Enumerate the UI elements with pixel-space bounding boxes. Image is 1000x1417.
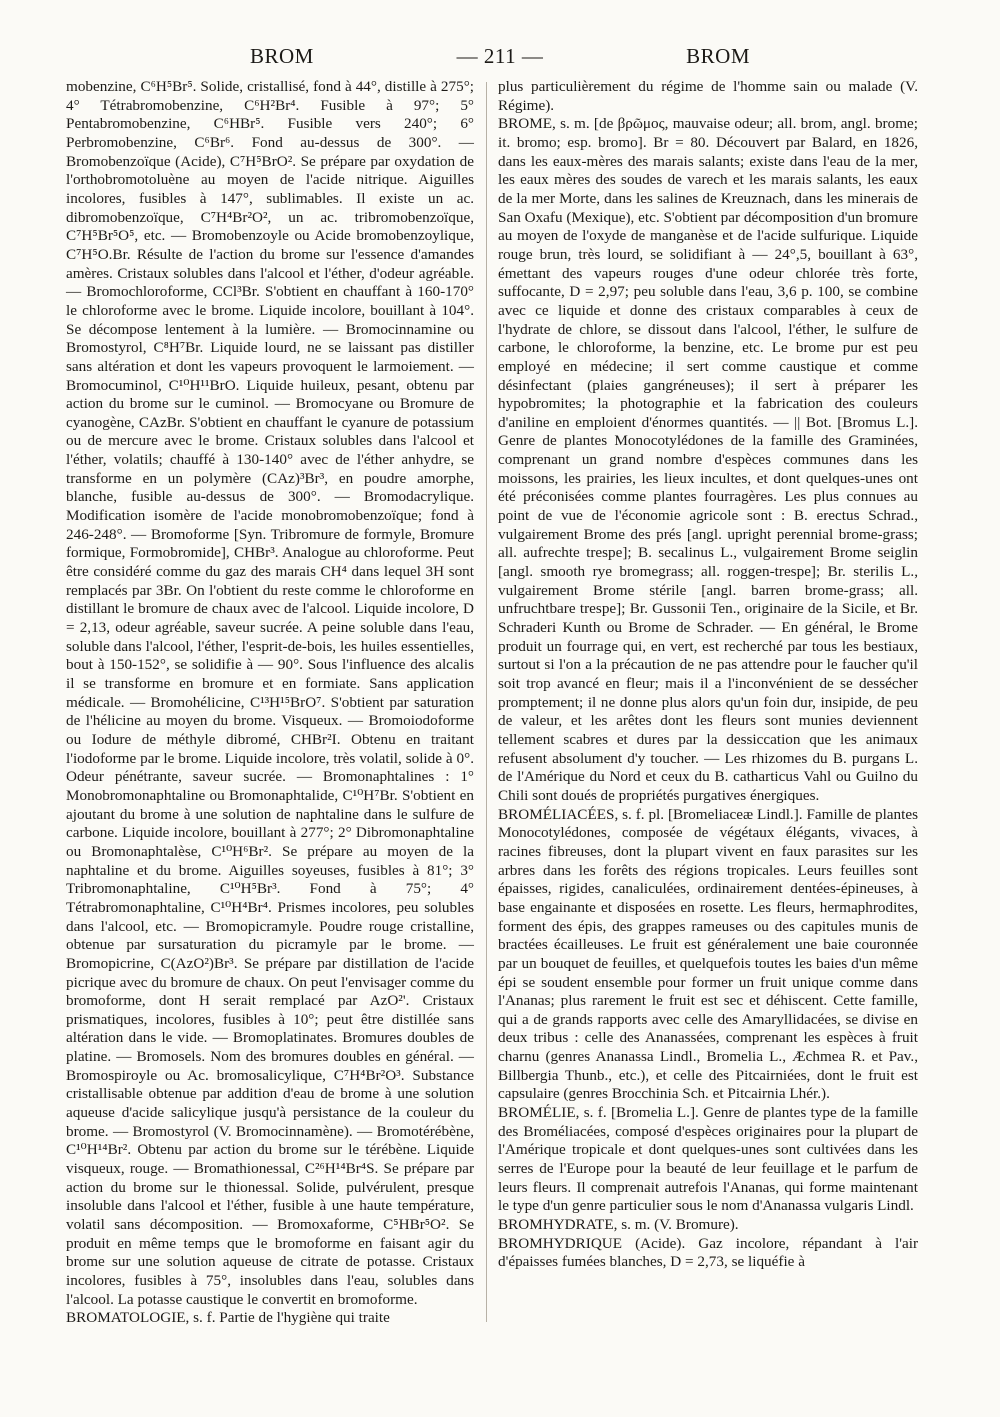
right-column bbox=[498, 78, 918, 1272]
running-header bbox=[64, 44, 936, 74]
entry-brome: BROME, s. m. [de βρῶμος, mauvaise odeur; all. brom, angl. brome; it. bromo; esp. bromo]. Br = 80. Découvert par Balard, en 1826, dans les eaux-mères des marais salants; existe dans l'eau de la mer, les eaux mères des soudes de varech et les marais salants, les eaux de la mer Morte, dans les salines de Kreuznach, dans les minerais de San Oxafu (Mexique), etc. S'obtient par décomposition d'un bromure au moyen de l'oxyde de manganèse et de l'acide sulfurique. Liquide rouge brun, très lourd, se solidifiant à — 24°,5, bouillant à 63°, émettant des vapeurs rouges d'une odeur chlorée très forte, suffocante, D = 2,97; peu soluble dans l'eau, 3,6 p. 100, se combine avec ce liquide et donne des cristaux comparables à ceux de l'hydrate de chlore, se dissout dans l'alcool, l'éther, le sulfure de carbone, le chloroforme, la benzine, etc. Le brome pur est peu employé en médecine; il sert comme caustique et comme désinfectant (plaies gangréneuses); il sert à préparer les hypobromites; la photographie et la fabrication des couleurs d'aniline en emploient d'énormes quantités. — || Bot. [Bromus L.]. Genre de plantes Monocotylédones de la famille des Graminées, comprenant un grand nombre d'espèces communes dans les moissons, les prairies, les lieux incultes, et dont quelques-unes ont été préconisées comme plantes fourragères. Les plus connues au point de vue de l'économie agricole sont : B. erectus Schrad., vulgairement Brome des prés [angl. upright perennial brome-grass; all. aufrechte trespe]; B. secalinus L., vulgairement Brome seiglin [angl. smooth rye bromegrass; all. roggen-trespe]; Br. sterilis L., vulgairement Brome stérile [angl. barren brome-grass; all. unfruchtbare trespe]; Br. Gussonii Ten., originaire de la Sicile, et Br. Schraderi Kunth ou Brome de Schrader. — En général, le Brome produit un fourrage qui, en vert, est recherché par tous les bestiaux, surtout si l'on a la précaution de ne pas attendre pour le faucher qu'il soit trop avancé en fleur; mais il a l'inconvénient de se dessécher promptement; il ne donne plus alors qu'un foin dur, insipide, de peu de valeur, et les arêtes dont les fleurs sont munies deviennent tellement scabres et dures par la dessiccation que les animaux refusent absolument d'y toucher. — Les rhizomes du B. purgans L. de l'Amérique du Nord et ceux du B. catharticus Vahl ou Guilno du Chili sont doués de propriétés purgatives énergiques. bbox=[498, 115, 918, 804]
entry-continuation-text: mobenzine, C⁶H⁵Br⁵. Solide, cristallisé, fond à 44°, distille à 275°; 4° Tétrabromobenzine, C⁶H²Br⁴. Fusible à 97°; 5° Pentabromobenzine, C⁶HBr⁵. Fusible vers 240°; 6° Perbromobenzine, C⁶Br⁶. Fond au-dessus de 300°. — Bromobenzoïque (Acide), C⁷H⁵BrO². Se prépare par oxydation de l'orthobromotoluène au moyen de l'acide nitrique. Aiguilles incolores, fusibles à 147°, sublimables. Il existe un ac. dibromobenzoïque, C⁷H⁴Br²O², un ac. tribromobenzoïque, C⁷H⁵Br⁵O⁵, etc. — Bromobenzoyle ou Acide bromobenzoylique, C⁷H⁵O.Br. Résulte de l'action du brome sur l'essence d'amandes amères. Cristaux solubles dans l'alcool et l'éther, d'odeur agréable. — Bromochloroforme, CCl³Br. S'obtient en chauffant à 160-170° le chloroforme avec le brome. Liquide incolore, bouillant à 104°. Se décompose lentement à la lumière. — Bromocinnamine ou Bromostyrol, C⁸H⁷Br. Liquide lourd, ne se laissant pas distiller sans altération et dont les vapeurs provoquent le larmoiement. — Bromocuminol, C¹⁰H¹¹BrO. Liquide huileux, pesant, obtenu par action du brome sur le cuminol. — Bromocyane ou Bromure de cyanogène, CAzBr. S'obtient en chauffant le cyanure de potassium ou de mercure avec le brome. Cristaux solubles dans l'alcool et l'éther, volatils; chauffé à 130-140° avec de l'éther anhydre, se transforme en un polymère (CAz)³Br³, en poudre amorphe, blanche, fusible au-dessus de 300°. — Bromodacrylique. Modification isomère de l'acide monobromobenzoïque; fond à 246-248°. — Bromoforme [Syn. Tribromure de formyle, Bromure formique, Formobromide], CHBr³. Analogue au chloroforme. Peut être considéré comme du gaz des marais CH⁴ dans lequel 3H sont remplacés par 3Br. On l'obtient du reste comme le chloroforme en distillant le bromure de chaux avec de l'alcool. Liquide incolore, D = 2,13, odeur agréable, saveur sucrée. A peine soluble dans l'eau, soluble dans l'alcool, l'éther, l'esprit-de-bois, les huiles essentielles, bout à 150-152°, se solidifie à — 90°. Sous l'influence des alcalis il se transforme en bromure et en formiate. Sans application médicale. — Bromohélicine, C¹³H¹⁵BrO⁷. S'obtient par saturation de l'hélicine au moyen du brome. Visqueux. — Bromoiodoforme ou Iodure de méthyle dibromé, CHBr²I. Obtenu en traitant l'iodoforme par le brome. Liquide incolore, très volatil, solide à 0°. Odeur pénétrante, saveur sucrée. — Bromonaphtalines : 1° Monobromonaphtaline ou Bromonaphtalide, C¹⁰H⁷Br. S'obtient en ajoutant du brome à une solution de naphtaline dans le sulfure de carbone. Liquide incolore, bouillant à 277°; 2° Dibromonaphtaline ou Bromonaphtalèse, C¹⁰H⁶Br². Se prépare au moyen de la naphtaline et du brome. Aiguilles soyeuses, fusibles à 81°; 3° Tribromonaphtaline, C¹⁰H⁵Br³. Fond à 75°; 4° Tétrabromonaphtaline, C¹⁰H⁴Br⁴. Prismes incolores, peu solubles dans l'alcool, etc. — Bromopicramyle. Poudre rouge cristalline, obtenue par sursaturation du picramyle par le brome. — Bromopicrine, C(AzO²)Br³. Se prépare par distillation de l'acide picrique avec du bromure de chaux. On peut l'envisager comme du bromoforme, dont H serait remplacé par AzO²'. Cristaux prismatiques, incolores, fusibles à 10°; peut être distillée sans altération dans le vide. — Bromoplatinates. Bromures doubles de platine. — Bromosels. Nom des bromures doubles en général. — Bromospiroyle ou Ac. bromosalicylique, C⁷H⁴Br²O³. Substance cristallisable obtenue par addition d'eau de brome à une solution aqueuse d'acide salicylique jusqu'à persistance de la couleur du brome. — Bromostyrol (V. Bromocinnamène). — Bromotérébène, C¹⁰H¹⁴Br². Obtenu par action du brome sur le térébène. Liquide visqueux, rouge. — Bromathionessal, C²⁶H¹⁴Br⁴S. Se prépare par action du brome sur le thionessal. Solide, pulvérulent, presque insoluble dans l'alcool et l'éther, fusible à une haute température, volatil sans décomposition. — Bromoxaforme, C⁵HBr⁵O². Se produit en même temps que le bromoforme en faisant agir du brome sur une solution aqueuse de citrate de potasse. Cristaux incolores, fusibles à 75°, insolubles dans l'eau, solubles dans l'alcool. La potasse caustique le convertit en bromoforme. bbox=[66, 78, 474, 1308]
entry-bromelie: BROMÉLIE, s. f. [Bromelia L.]. Genre de plantes type de la famille des Broméliacées, composé d'espèces originaires pour la plupart de l'Amérique tropicale et dont quelques-unes sont cultivées dans les serres de l'Europe pour la beauté de leur feuillage et le parfum de leurs fleurs. Il comprenait autrefois l'Ananas, qui forme maintenant le type d'un genre particulier sous le nom d'Ananassa vulgaris Lindl. bbox=[498, 1104, 918, 1215]
entry-bromatologie-continued: plus particulièrement du régime de l'homme sain ou malade (V. Régime). bbox=[498, 78, 918, 114]
header-left-guideword: BROM bbox=[250, 44, 314, 68]
entry-bromatologie: BROMATOLOGIE, s. f. Partie de l'hygiène qui traite bbox=[66, 1309, 390, 1327]
page-number: — 211 — bbox=[456, 44, 544, 68]
left-column bbox=[66, 78, 474, 1328]
header-right-guideword: BROM bbox=[686, 44, 750, 68]
entry-bromhydrique: BROMHYDRIQUE (Acide). Gaz incolore, répandant à l'air d'épaisses fumées blanches, D = 2,73, se liquéfie à bbox=[498, 1234, 918, 1271]
entry-bromeliacees: BROMÉLIACÉES, s. f. pl. [Bromeliaceæ Lindl.]. Famille de plantes Monocotylédones, composée de végétaux élégants, vivaces, à racines fibreuses, dont la plupart vivent en faux parasites sur les arbres dans les forêts des régions tropicales. Leurs feuilles sont épaisses, rigides, canaliculées, ordinairement dentées-épineuses, à base engainante et disposées en rosette. Les fleurs, hermaphrodites, forment des épis, des grappes rameuses ou des capitules munis de bractées écailleuses. Le fruit est généralement une baie couronnée par un bouquet de feuilles, et quelquefois toutes les baies d'un même épi se soudent ensemble pour former un fruit unique comme dans l'Ananas; plus rarement le fruit est sec et déhiscent. Cette famille, qui a de grands rapports avec celle des Amaryllidacées, se divise en deux tribus : celle des Ananassées, comprenant les espèces à fruit charnu (genres Ananassa Lindl., Bromelia L., Æchmea R. et Pav., Billbergia Thunb., etc.), et celle des Pitcairniées, dont le fruit est capsulaire (genres Brocchinia Sch. et Pitcairnia Lhér.). bbox=[498, 805, 918, 1103]
column-divider bbox=[486, 82, 487, 1322]
entry-bromhydrate: BROMHYDRATE, s. m. (V. Bromure). bbox=[498, 1216, 739, 1234]
